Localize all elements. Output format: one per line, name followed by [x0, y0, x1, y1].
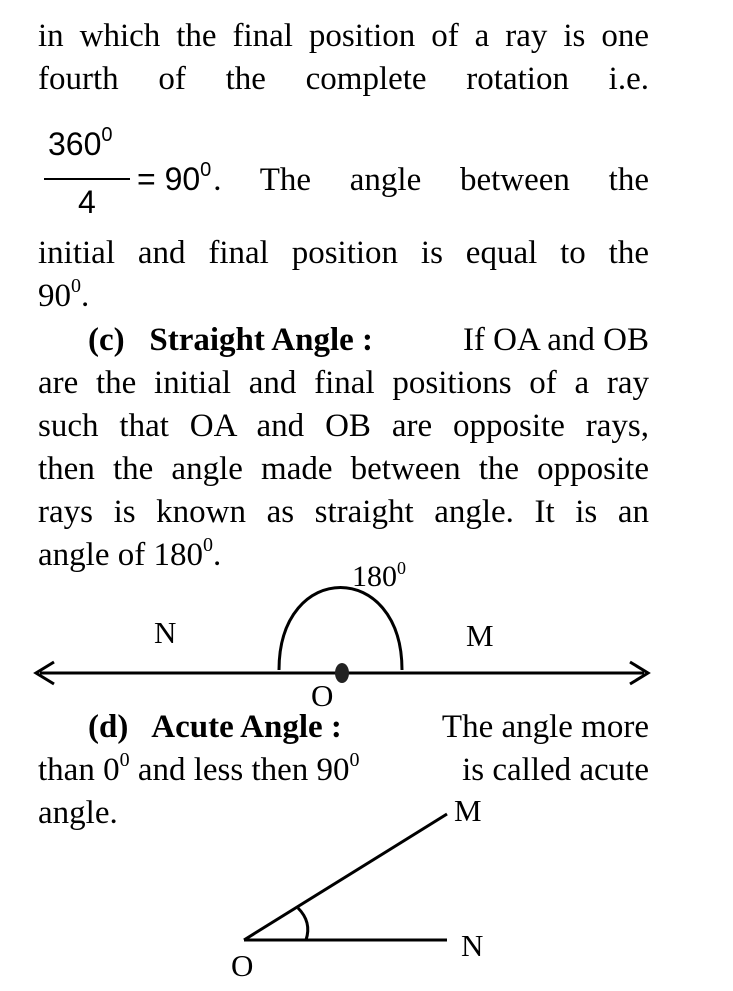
- text-line: are the initial and final positions of a ray: [38, 365, 649, 401]
- straight-angle-heading: (c) Straight Angle :: [88, 322, 374, 358]
- fraction-numerator: $360^0$: [48, 124, 113, 162]
- acute-angle-heading: (d) Acute Angle :: [88, 709, 342, 745]
- fraction-denominator: 4: [78, 184, 96, 220]
- angle-label-180: $180^0$: [352, 558, 406, 593]
- text-fragment: If OA and OB: [454, 322, 649, 358]
- label-n: N: [461, 928, 484, 963]
- label-m: M: [466, 618, 494, 653]
- text-fragment: than $0^0$ and less then $90^0$: [38, 749, 360, 788]
- text-line: $90^0$.: [38, 275, 90, 314]
- text-line: fourth of the complete rotation i.e.: [38, 61, 649, 97]
- equation-result: = $90^0$: [137, 159, 212, 197]
- label-m: M: [454, 793, 482, 828]
- text-line: then the angle made between the opposite: [38, 451, 649, 487]
- text-fragment: is called acute: [453, 752, 649, 788]
- label-n: N: [154, 615, 177, 650]
- angle-arc: [298, 908, 308, 940]
- text-line: rays is known as straight angle. It is an: [38, 494, 649, 530]
- equation-text: . The angle between the: [213, 162, 649, 198]
- label-o: O: [311, 678, 334, 713]
- text-line: in which the final position of a ray is one: [38, 18, 649, 54]
- label-o: O: [231, 948, 254, 983]
- text-line: initial and final position is equal to the: [38, 235, 649, 271]
- text-fragment: The angle more: [434, 709, 649, 745]
- text-line: such that OA and OB are opposite rays,: [38, 408, 649, 444]
- text-line: angle of $180^0$.: [38, 534, 222, 573]
- ray-om: [244, 814, 447, 940]
- text-line: angle.: [38, 795, 118, 831]
